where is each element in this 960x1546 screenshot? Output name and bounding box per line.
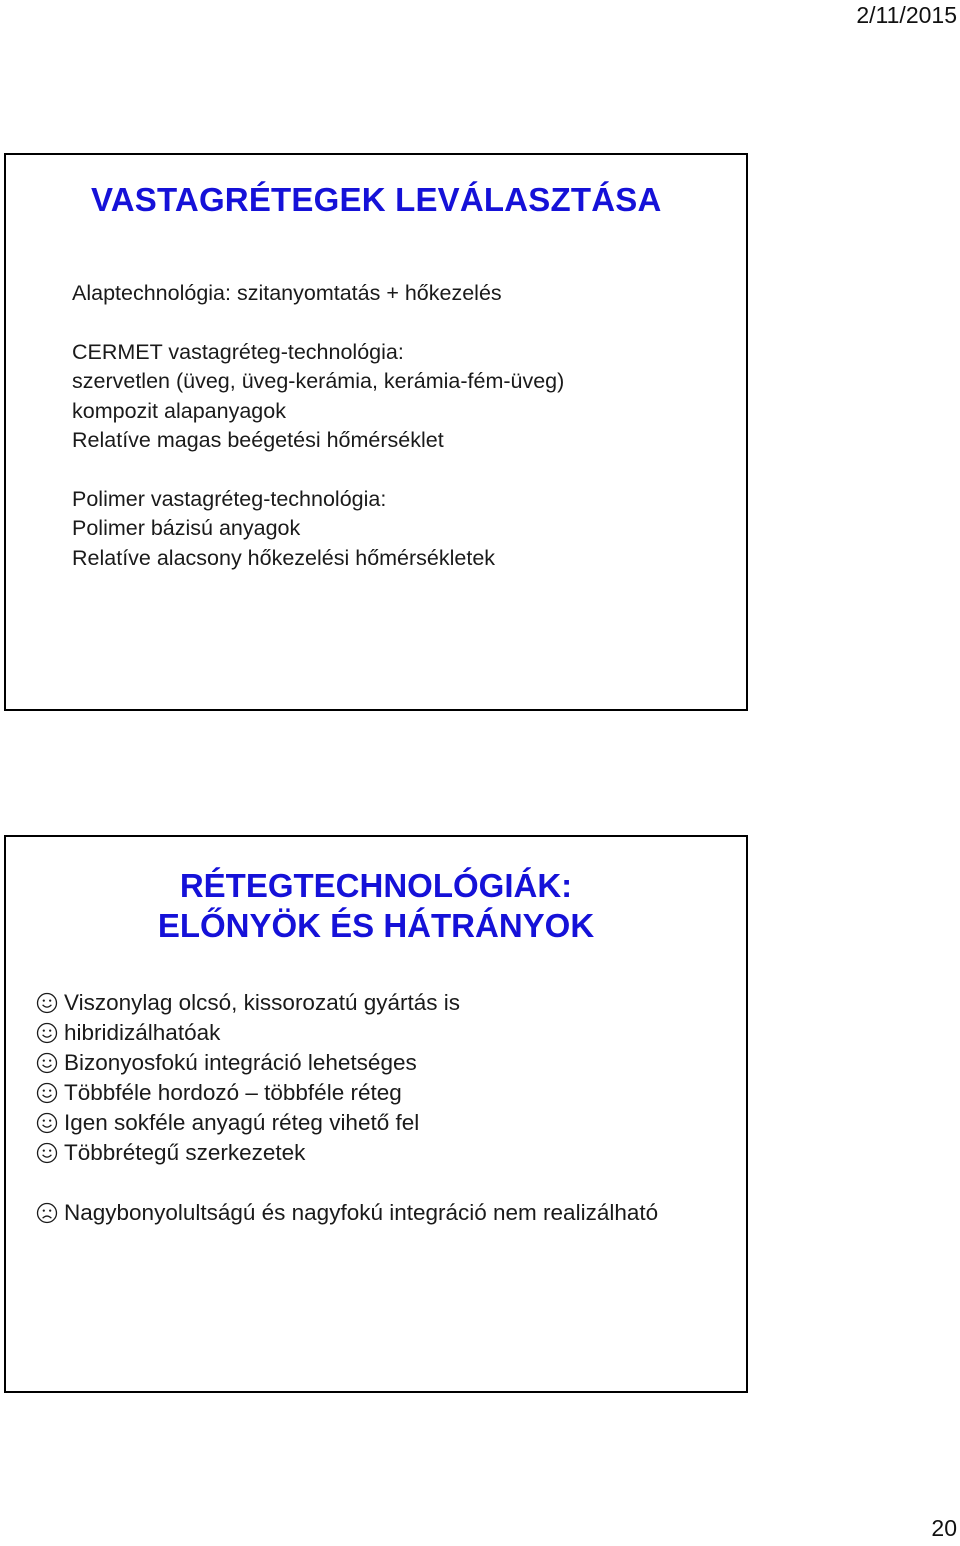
list-item-text: Bizonyosfokú integráció lehetséges — [64, 1050, 417, 1075]
list-item — [36, 1108, 658, 1138]
smiley-icon — [36, 1082, 58, 1104]
smiley-icon — [36, 1112, 58, 1134]
text-line: Relatíve magas beégetési hőmérséklet — [72, 428, 444, 452]
text-line: Polimer bázisú anyagok — [72, 516, 301, 540]
text-line: Alaptechnológia: szitanyomtatás + hőkezelés — [72, 281, 502, 305]
list-item-text: Viszonylag olcsó, kissorozatú gyártás is — [64, 990, 461, 1015]
list-item — [36, 1078, 658, 1108]
list-item-text: Igen sokféle anyagú réteg vihető fel — [64, 1110, 420, 1135]
slide-title: VASTAGRÉTEGEK LEVÁLASZTÁSA — [91, 181, 662, 218]
list-item-text: Többrétegű szerkezetek — [64, 1140, 306, 1165]
page-number: 20 — [931, 1515, 957, 1541]
disadvantages-list — [36, 1198, 658, 1228]
header-date: 2/11/2015 — [856, 2, 957, 28]
slide-title-line: RÉTEGTECHNOLÓGIÁK: — [179, 867, 573, 904]
smiley-icon — [36, 1142, 58, 1164]
smiley-icon — [36, 1022, 58, 1044]
smiley-icon — [36, 992, 58, 1014]
list-item — [36, 1138, 658, 1168]
advantages-list — [36, 988, 658, 1168]
list-item — [36, 988, 658, 1018]
list-item — [36, 1048, 658, 1078]
paragraph-cermet — [72, 338, 564, 456]
list-item — [36, 1198, 658, 1228]
slide-title — [6, 866, 746, 946]
slide-title-line: ELŐNYÖK ÉS HÁTRÁNYOK — [157, 907, 595, 944]
slide-elonyok-hatranyok — [4, 835, 748, 1393]
list-item-text: Nagybonyolultságú és nagyfokú integráció nem realizálható — [64, 1200, 659, 1225]
frowny-icon — [36, 1202, 58, 1224]
text-line: Polimer vastagréteg-technológia: — [72, 486, 387, 511]
text-line: kompozit alapanyagok — [72, 398, 286, 423]
paragraph-polimer — [72, 485, 564, 574]
paragraph-alaptechnologia — [72, 279, 564, 309]
slide-body — [36, 988, 658, 1228]
text-line: CERMET vastagréteg-technológia: — [72, 339, 404, 364]
text-line: szervetlen (üveg, üveg-kerámia, kerámia-fém-üveg) — [72, 369, 565, 393]
list-item — [36, 1018, 658, 1048]
list-item-text: Többféle hordozó – többféle réteg — [64, 1080, 402, 1105]
slide-body — [72, 279, 564, 573]
slide-vastagretegek — [4, 153, 748, 711]
text-line: Relatíve alacsony hőkezelési hőmérsékletek — [72, 545, 496, 570]
list-item-text: hibridizálhatóak — [64, 1020, 221, 1045]
smiley-icon — [36, 1052, 58, 1074]
